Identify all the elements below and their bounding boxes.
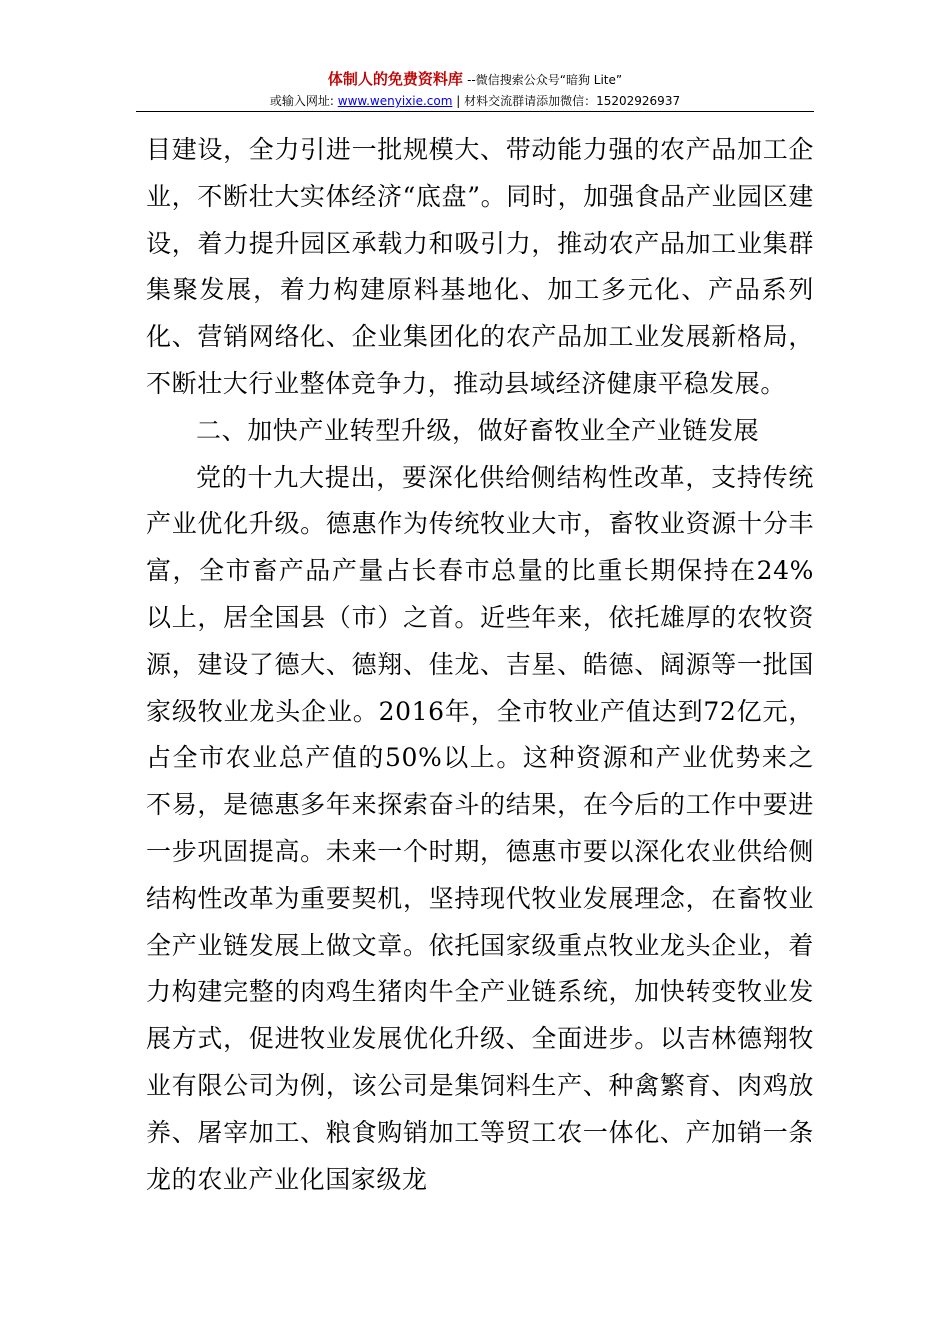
brand-title: 体制人的免费资料库 xyxy=(327,70,463,88)
section-heading: 二、加快产业转型升级，做好畜牧业全产业链发展 xyxy=(196,415,760,445)
header-title-line xyxy=(136,70,814,90)
contact-info: | 材料交流群请添加微信：15202926937 xyxy=(456,94,681,108)
header-divider xyxy=(136,111,814,112)
paragraph-main: 党的十九大提出，要深化供给侧结构性改革，支持传统产业优化升级。德惠作为传统牧业大市，畜牧业资源十分丰富，全市畜产品产量占长春市总量的比重长期保持在24%以上，居全国县（市）之首。近些年来，依托雄厚的农牧资源，建设了德大、德翔、佳龙、吉星、皓德、阔源等一批国家级牧业龙头企业。2016年，全市牧业产值达到72亿元，占全市农业总产值的50%以上。这种资源和产业优势来之不易，是德惠多年来探索奋斗的结果，在今后的工作中要进一步巩固提高。未来一个时期，德惠市要以深化农业供给侧结构性改革为重要契机，坚持现代牧业发展理念，在畜牧业全产业链发展上做文章。依托国家级重点牧业龙头企业，着力构建完整的肉鸡生猪肉牛全产业链系统，加快转变牧业发展方式，促进牧业发展优化升级、全面进步。以吉林德翔牧业有限公司为例，该公司是集饲料生产、种禽繁育、肉鸡放养、屠宰加工、粮食购销加工等贸工农一体化、产加销一条龙的农业产业化国家级龙 xyxy=(146,462,814,1194)
url-prefix: 或输入网址: xyxy=(269,94,334,108)
header-contact-line xyxy=(136,92,814,110)
document-body xyxy=(146,127,814,1203)
page-header xyxy=(136,70,814,110)
website-link[interactable]: www.wenyixie.com xyxy=(337,94,453,108)
paragraph-continuation: 目建设，全力引进一批规模大、带动能力强的农产品加工企业，不断壮大实体经济“底盘”。同时，加强食品产业园区建设，着力提升园区承载力和吸引力，推动农产品加工业集群集聚发展，着力构建原料基地化、加工多元化、产品系列化、营销网络化、企业集团化的农产品加工业发展新格局，不断壮大行业整体竞争力，推动县域经济健康平稳发展。 xyxy=(146,135,814,398)
header-tagline: --微信搜索公众号“暗狗 Lite” xyxy=(467,73,623,87)
